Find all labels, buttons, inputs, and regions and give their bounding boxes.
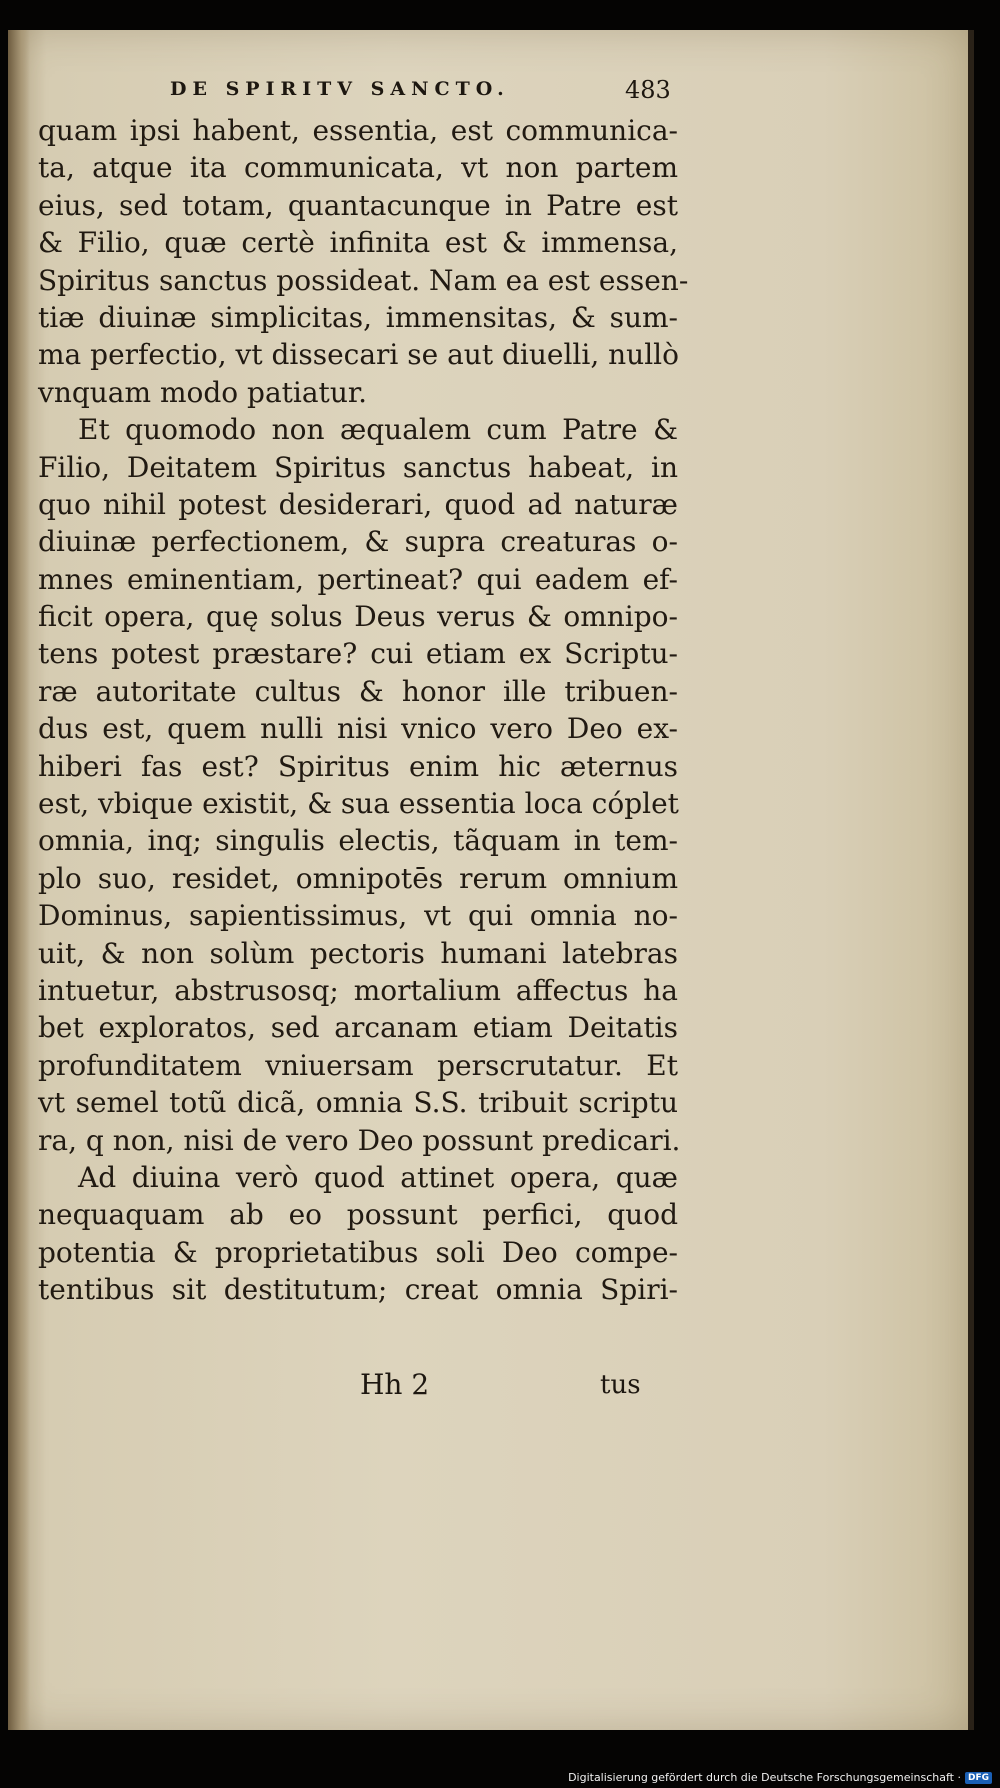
- text-line: tiæ diuinæ simplicitas, immensitas, & sum-: [38, 300, 678, 334]
- catchword: tus: [600, 1370, 641, 1400]
- text-line: omnia, inq; singulis electis, tãquam in tem-: [38, 824, 678, 858]
- text-line: ma perfectio, vt dissecari se aut diuelli, nullò: [38, 338, 679, 372]
- text-line: intuetur, abstrusosq; mortalium affectus ha: [38, 973, 678, 1007]
- text-line: vt semel totũ dicã, omnia S.S. tribuit scriptu: [38, 1086, 678, 1120]
- text-line: vnquam modo patiatur.: [38, 375, 368, 409]
- page-gutter: [8, 30, 30, 1730]
- page-footer: [0, 1368, 1000, 1408]
- digitization-credit: [568, 1771, 992, 1784]
- body-text: [38, 112, 689, 1309]
- text-line: tens potest præstare? cui etiam ex Scriptu-: [38, 637, 678, 671]
- text-line: bet exploratos, sed arcanam etiam Deitatis: [38, 1011, 678, 1045]
- text-line: uit, & non solùm pectoris humani latebras: [38, 936, 678, 970]
- text-line: dus est, quem nulli nisi vnico vero Deo ex-: [38, 712, 678, 746]
- text-line: est, vbique existit, & sua essentia loca cóplet: [38, 787, 679, 821]
- text-line: profunditatem vniuersam perscrutatur. Et: [38, 1048, 678, 1082]
- text-line: potentia & proprietatibus soli Deo compe-: [38, 1235, 678, 1269]
- text-line: & Filio, quæ certè infinita est & immensa,: [38, 226, 678, 260]
- text-line: ræ autoritate cultus & honor ille tribuen-: [38, 674, 678, 708]
- text-line: nequaquam ab eo possunt perfici, quod: [38, 1198, 678, 1232]
- text-line: hiberi fas est? Spiritus enim hic æternus: [38, 749, 678, 783]
- page-number: 483: [625, 76, 671, 104]
- running-head: DE SPIRITV SANCTO.: [170, 78, 510, 100]
- text-line: mnes eminentiam, pertineat? qui eadem ef-: [38, 562, 678, 596]
- text-line: Spiritus sanctus possideat. Nam ea est essen-: [38, 263, 689, 297]
- dfg-logo: DFG: [965, 1772, 992, 1784]
- credit-text: Digitalisierung gefördert durch die Deutsche Forschungsgemeinschaft ·: [568, 1771, 961, 1784]
- text-line: ra, q non, nisi de vero Deo possunt predicari.: [38, 1123, 681, 1157]
- text-line: quam ipsi habent, essentia, est communica-: [38, 114, 678, 147]
- text-line: eius, sed totam, quantacunque in Patre est: [38, 188, 678, 222]
- text-line: Ad diuina verò quod attinet opera, quæ: [78, 1160, 678, 1194]
- signature-mark: Hh 2: [360, 1368, 430, 1401]
- text-line: Dominus, sapientissimus, vt qui omnia no-: [38, 899, 678, 933]
- text-line: ficit opera, quę solus Deus verus & omnipo-: [38, 600, 678, 634]
- text-line: tentibus sit destitutum; creat omnia Spiri-: [38, 1273, 678, 1307]
- text-line: Filio, Deitatem Spiritus sanctus habeat, in: [38, 450, 678, 484]
- text-line: diuinæ perfectionem, & supra creaturas o-: [38, 525, 678, 559]
- text-line: ta, atque ita communicata, vt non partem: [38, 151, 678, 185]
- text-line: Et quomodo non æqualem cum Patre &: [78, 413, 678, 447]
- text-line: quo nihil potest desiderari, quod ad naturæ: [38, 487, 678, 521]
- text-line: plo suo, residet, omnipotēs rerum omnium: [38, 861, 678, 895]
